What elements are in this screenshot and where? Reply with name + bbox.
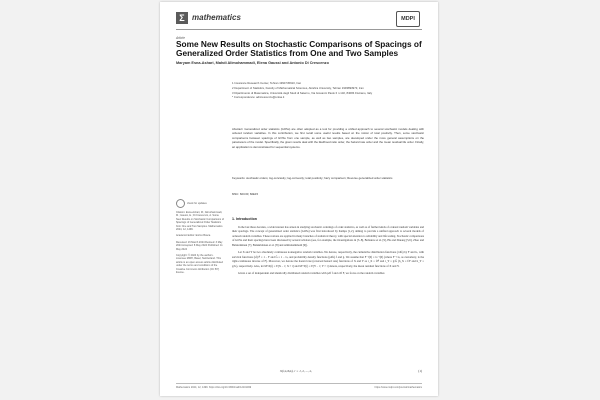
paragraph-2: Let X and Y be two absolutely continuous nonnegative random variables. We denote, respectively, the cumulative distribution functions (cdfs) by F and G, with survival functions (sf) F̄ = 1 − F and Ḡ = 1 − G, and probability density functions (pdfs) f and g. We assume that F⁻¹(0) = G⁻¹(0) (where F⁻¹ is, as customary, is the right-continuous inverse of F). Moreover, we denote the hazard rate (reversed hazard rate) functions of X and Y as r_X = f/F̄ and r_Y = g/Ḡ (h_X = f/F and h_Y = g/G), respectively. Also, let M^X(t) = E[X − t | X > t] and M^Y(t) = E[Y − t | Y > t] denote, respectively, the mean residual functions of X and Y. (232, 250, 424, 268)
citation: Citation: Esna-Ashari, M.; Alimohammadi, M.; Gaussi, E.; Di Crescenzo, A. Some New Results on Stochastic Comparisons of Spacings of Generalized Order Statistics from One and Two Samples. Mathematics 2024, 12, 1499. (176, 211, 224, 232)
journal-name: mathematics (192, 13, 241, 22)
body-text (232, 225, 424, 279)
correspondence[interactable]: * Correspondence: adicrescenzo@unisa.it (232, 95, 285, 100)
journal-logo: Σ (176, 12, 188, 24)
footer-citation[interactable]: Mathematics 2024, 12, 1499. https://doi.org/10.3390/math12101499 (176, 386, 252, 389)
footer-divider (176, 383, 422, 384)
affiliation-2: 2 Department of Statistics, Faculty of Mathematical Sciences, Alzahra University, Tehran 1993893973, Iran (232, 85, 364, 90)
article-page (160, 2, 438, 396)
article-type: Article (176, 36, 185, 40)
affiliation-1: 1 Insurance Research Center, Tehran 1994745910, Iran (232, 81, 302, 85)
publisher-logo: MDPI (396, 11, 420, 27)
footer (176, 386, 422, 389)
affiliations (232, 82, 422, 101)
section-heading: 1. Introduction (232, 217, 257, 221)
paragraph-3: Given a set of independent and identically distributed random variables with pdf f and cdf F, we focus on the random variables (238, 271, 385, 276)
sidebar-info (176, 199, 224, 278)
equation: X(r,n,m̃,k), r = 1, 2, ..., n, (280, 369, 312, 373)
paper-title: Some New Results on Stochastic Comparisons of Spacings of Generalized Order Statistics from One and Two Samples (176, 39, 422, 59)
msc-codes: MSC: 60C30; 60E15 (232, 192, 259, 196)
check-updates-badge[interactable]: check for updates (176, 199, 224, 208)
keywords: Keywords: stochastic orders; log-concavity; log-convexity; total positivity; hazy comparison; Reverse generalized order statistics (232, 176, 393, 180)
abstract: Abstract: Generalized order statistics (GOSs) are often adopted as a tool for providing a unified approach to several stochastic models dealing with ordered random variables. In this contribution, we first recall some useful results based on the notion of total positivity. Then, some stochastic comparisons between spacings of GOSs from one sample, as well as two samples, are developed under the more general assumptions on the parameters of the model. Specifically, the given results deal with the likelihood ratio order, the hazard rate order and the mean residual life order. Finally, an application is demonstrated for sequential systems. (232, 127, 424, 149)
equation-number: (1) (418, 369, 422, 373)
header-divider (176, 29, 422, 30)
copyright: Copyright: © 2024 by the authors. Licensee MDPI, Basel, Switzerland. This article is an open access article distributed under the terms and conditions of the Creative Commons Attribution (CC BY) license. (176, 254, 223, 275)
affiliation-3: 3 Dipartimento di Matematica, Università degli Studi di Salerno, Via Giovanni Paolo II n.132, 84084 Fisciano, Italy (232, 90, 373, 95)
academic-editor: Academic Editor: Enrico Bosca (176, 234, 211, 238)
publication-dates: Received: 16 March 2024 Revised: 3 May 2024 Accepted: 8 May 2024 Published: 11 May 2024 (176, 240, 223, 251)
updates-icon (176, 199, 185, 208)
author-list: Maryam Esna-Ashari, Mahdi Alimohammadi, Elena Gaussi and Antonio Di Crescenzo (176, 61, 329, 65)
footer-journal-link[interactable]: https://www.mdpi.com/journal/mathematics (374, 386, 422, 389)
paragraph-1: In the last three decades, a wide interest has arisen in studying stochastic orderings of order statistics, as well as of further kinds of ordered random variables and their spacings. The concept of generalized order statistics (GOSs) was first introduced by Kamps [1,2], aiming to provide a unified approach to several models of ordered random variables. These notions are applied in many branches of statistical theory, with special attention to reliability and life testing. Stochastic comparisons of GOSs and their spacings have been discussed by several scholars (see, for example, the investigations in [3–8], Belzunce et al. [9], Hu and Zhuang [5,6], Zhao and Balakrishnan [7], Balakrishnan et al. [8] and Alimohammadi [9]). (232, 225, 425, 247)
